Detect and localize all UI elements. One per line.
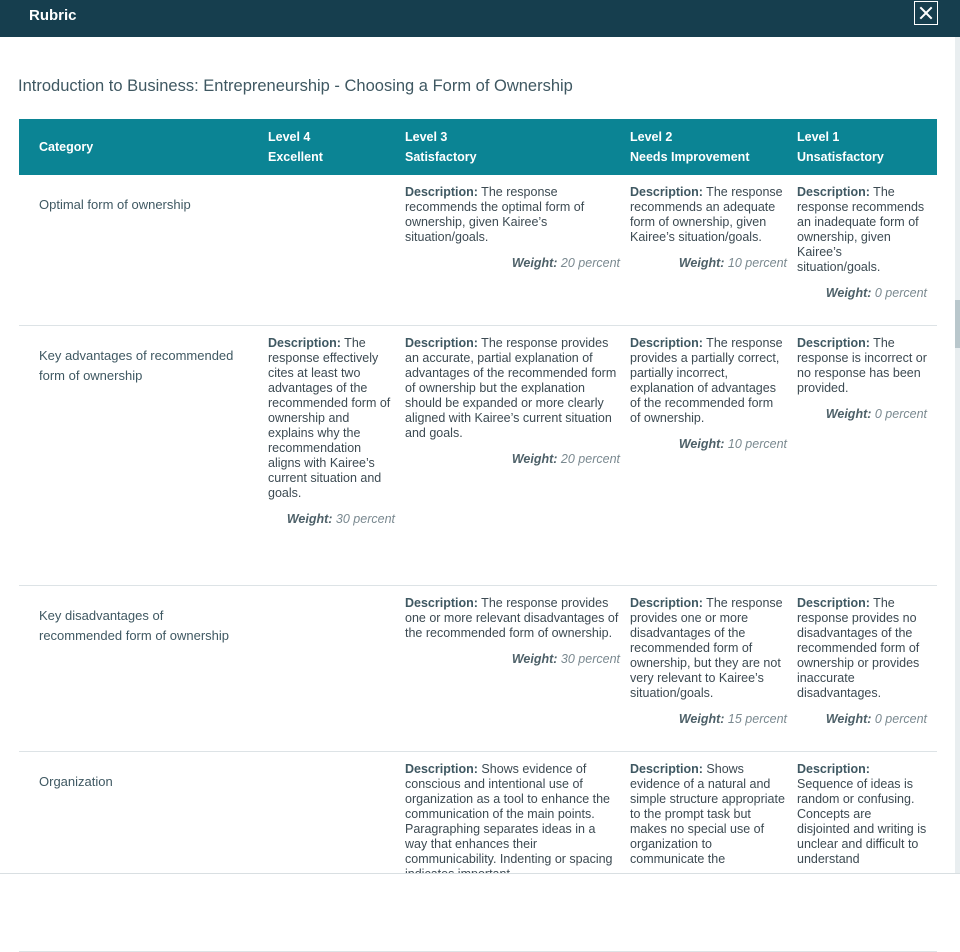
- weight-value: 0 percent: [871, 711, 927, 726]
- cell-weight: [405, 253, 620, 273]
- description-text: The response provides one or more relevant disadvantages of the recommended form of ownership.: [405, 595, 619, 640]
- weight-value: 0 percent: [871, 406, 927, 421]
- header-level1-desc: Unsatisfactory: [797, 150, 884, 164]
- description-text: Shows evidence of conscious and intentional use of organization as a tool to enhance the communication of the main points. Paragraphing separates ideas in a way that enhances their communicability. Indenting or spacing: [405, 761, 613, 866]
- dialog-footer-edge: [0, 873, 960, 881]
- cell-level4: [268, 175, 405, 325]
- cell-description: [268, 336, 395, 501]
- cell-level1: [797, 175, 937, 325]
- cell-weight: [630, 709, 787, 729]
- weight-label: Weight:: [678, 436, 725, 451]
- weight-value: 30 percent: [557, 651, 620, 666]
- cell-description: [405, 336, 620, 441]
- cell-description: [797, 596, 927, 701]
- rubric-table: [19, 119, 937, 952]
- close-icon: [919, 6, 933, 20]
- cell-level4: [268, 751, 405, 951]
- description-text: Shows evidence of a natural and simple structure appropriate to the prompt task but makes no special use of organization to communicate the: [630, 761, 785, 866]
- cell-level2: [630, 585, 797, 751]
- cell-level3: [405, 175, 630, 325]
- cell-description: [405, 762, 620, 882]
- cell-level1: [797, 751, 937, 951]
- weight-label: Weight:: [825, 711, 872, 726]
- description-text: The response recommends an inadequate form of ownership, given Kairee’s situation/goals.: [797, 185, 925, 274]
- header-level3-name: Level 3: [405, 130, 448, 144]
- weight-label: Weight:: [511, 651, 558, 666]
- weight-value: 0 percent: [871, 286, 927, 300]
- cell-description: [797, 762, 927, 867]
- header-level2-name: Level 2: [630, 130, 673, 144]
- cell-level2: [630, 325, 797, 585]
- description-text: The response is incorrect or no response has been provided.: [797, 335, 927, 395]
- cell-level3: [405, 585, 630, 751]
- header-level2: [630, 119, 797, 175]
- row-category: Key disadvantages of recommended form of ownership: [39, 607, 230, 643]
- cell-description: [630, 762, 787, 867]
- table-row: [19, 175, 937, 325]
- weight-value: 10 percent: [724, 436, 787, 451]
- weight-label: Weight:: [511, 451, 558, 466]
- description-label: Description:: [797, 335, 870, 350]
- header-level4: [268, 119, 405, 175]
- weight-label: Weight:: [678, 256, 725, 270]
- description-label: Description:: [405, 335, 478, 350]
- rubric-body: [19, 175, 937, 951]
- dialog-header: [0, 0, 960, 37]
- description-label: Description:: [630, 761, 703, 776]
- cell-weight: [797, 404, 927, 424]
- description-label: Description:: [405, 595, 478, 610]
- header-category: Category: [39, 140, 94, 154]
- description-text: The response provides one or more disadvantages of the recommended form of ownership, but they are not very relevant to Kairee’s situation/goals.: [630, 595, 783, 700]
- scrollbar-track[interactable]: [955, 37, 960, 873]
- weight-value: 10 percent: [724, 256, 787, 270]
- weight-label: Weight:: [511, 256, 558, 270]
- dialog-content: [0, 37, 955, 873]
- weight-value: 20 percent: [557, 256, 620, 270]
- description-label: Description:: [405, 185, 478, 199]
- weight-label: Weight:: [825, 406, 872, 421]
- cell-weight: [630, 434, 787, 454]
- weight-value: 15 percent: [724, 711, 787, 726]
- row-category: Optimal form of ownership: [39, 197, 191, 212]
- description-label: Description:: [405, 761, 478, 776]
- header-level3: [405, 119, 630, 175]
- description-label: Description:: [268, 335, 341, 350]
- cell-weight: [797, 283, 927, 303]
- description-label: Description:: [630, 595, 703, 610]
- scrollbar-thumb[interactable]: [955, 300, 960, 348]
- cell-description: [630, 336, 787, 426]
- description-text: The response recommends an adequate form of ownership, given Kairee’s situation/goals.: [630, 185, 783, 244]
- description-label: Description:: [630, 335, 703, 350]
- weight-value: 30 percent: [332, 511, 395, 526]
- cell-description: [797, 336, 927, 396]
- description-label: Description:: [630, 185, 703, 199]
- cell-level3: [405, 325, 630, 585]
- close-button[interactable]: [914, 1, 938, 25]
- header-level1-name: Level 1: [797, 130, 840, 144]
- cell-level2: [630, 175, 797, 325]
- header-level4-desc: Excellent: [268, 150, 323, 164]
- weight-value: 20 percent: [557, 451, 620, 466]
- cell-weight: [797, 709, 927, 729]
- cell-description: [405, 596, 620, 641]
- cell-weight: [268, 509, 395, 529]
- header-level2-desc: Needs Improvement: [630, 150, 750, 164]
- cell-level2: [630, 751, 797, 951]
- description-text: The response provides no disadvantages of the recommended form of ownership or provides inaccurate disadvantages.: [797, 595, 920, 700]
- cell-weight: [405, 449, 620, 469]
- description-label: Description:: [797, 761, 870, 776]
- description-text: The response provides a partially correct, partially incorrect, explanation of advantages of the recommended form of ownership.: [630, 335, 783, 425]
- description-text: The response recommends the optimal form of ownership, given Kairee’s situation/goals.: [405, 185, 585, 244]
- cell-level1: [797, 325, 937, 585]
- table-row: [19, 751, 937, 951]
- description-label: Description:: [797, 595, 870, 610]
- page-title: Introduction to Business: Entrepreneurship - Choosing a Form of Ownership: [18, 77, 573, 95]
- header-level1: [797, 119, 937, 175]
- cell-level3: [405, 751, 630, 951]
- header-row: [19, 119, 937, 175]
- table-row: [19, 585, 937, 751]
- weight-label: Weight:: [825, 286, 872, 300]
- dialog-title: Rubric: [29, 7, 77, 24]
- cell-weight: [630, 253, 787, 273]
- cell-level4: [268, 585, 405, 751]
- cell-level4: [268, 325, 405, 585]
- cell-description: [797, 185, 927, 275]
- cell-description: [405, 185, 620, 245]
- header-level4-name: Level 4: [268, 130, 311, 144]
- table-row: [19, 325, 937, 585]
- weight-label: Weight:: [286, 511, 333, 526]
- cell-description: [630, 596, 787, 701]
- description-text: The response provides an accurate, partial explanation of advantages of the recommended form of ownership but the explanation should be expanded or more clearly aligned with Kairee’s current situation and goals.: [405, 335, 617, 440]
- weight-label: Weight:: [678, 711, 725, 726]
- row-category: Organization: [39, 773, 113, 789]
- cell-weight: [405, 649, 620, 669]
- cell-description: [630, 185, 787, 245]
- description-label: Description:: [797, 185, 870, 199]
- description-text: The response effectively cites at least two advantages of the recommended form of ownership and explains why the recommendation aligns with Kairee’s current situation and goals.: [268, 335, 391, 500]
- header-level3-desc: Satisfactory: [405, 150, 477, 164]
- description-text: Sequence of ideas is random or confusing. Concepts are disjointed and writing is unclear and difficult to understand: [797, 776, 927, 866]
- row-category: Key advantages of recommended form of ownership: [39, 347, 234, 383]
- cell-level1: [797, 585, 937, 751]
